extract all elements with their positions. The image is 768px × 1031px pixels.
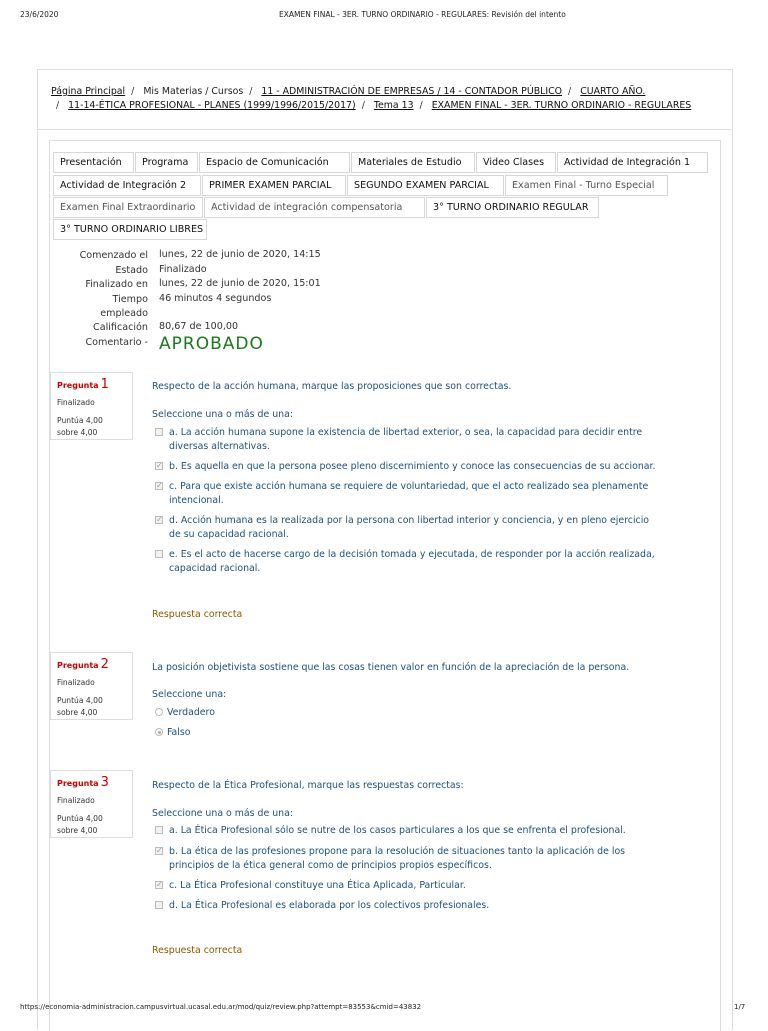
q1-option-a[interactable] [155,426,700,454]
breadcrumb-topic[interactable]: Tema 13 [373,100,414,111]
q3-option-b[interactable] [155,845,700,873]
breadcrumb-subject[interactable]: 11-14-ÉTICA PROFESIONAL - PLANES (1999/1996/2015/2017) [68,100,356,111]
option-text: b. La ética de las profesiones propone para la resolución de situaciones tanto la aplicación de los [169,846,626,857]
tab-3-turno-regular[interactable]: 3° TURNO ORDINARIO REGULAR [426,197,599,218]
checkbox[interactable] [155,550,163,558]
started-value: lunes, 22 de junio de 2020, 14:15 [159,249,321,260]
question-2-info [50,652,133,720]
option-text: d. Acción humana es la realizada por la persona con libertad interior y conciencia, y en pleno ejercicio [169,515,650,526]
checkbox-checked[interactable] [155,516,163,524]
question-1-prompt: Seleccione una o más de una: [152,409,293,420]
question-max: sobre 4,00 [57,826,98,835]
finished-label: Finalizado en [85,279,148,290]
tab-materiales[interactable]: Materiales de Estudio [351,152,475,173]
question-3-info [50,770,133,838]
tab-primer-parcial[interactable]: PRIMER EXAMEN PARCIAL [202,175,346,196]
option-text-cont: capacidad racional. [169,563,261,574]
question-1-feedback: Respuesta correcta [152,609,243,620]
breadcrumb-career[interactable]: 11 - ADMINISTRACIÓN DE EMPRESAS / 14 - CONTADOR PÚBLICO [261,86,563,97]
option-text: c. La Ética Profesional constituye una Ética Aplicada, Particular. [169,880,466,891]
option-text: d. La Ética Profesional es elaborada por los colectivos profesionales. [169,900,490,911]
question-number: 3 [100,775,109,790]
question-label: Pregunta [57,779,99,788]
checkbox[interactable] [155,428,163,436]
checkbox-checked[interactable] [155,482,163,490]
option-text: e. Es el acto de hacerse cargo de la decisión tomada y ejecutada, de responder por la acción realizada, [169,549,655,560]
q2-option-falso[interactable] [155,726,700,740]
question-1-info [50,372,133,440]
question-max: sobre 4,00 [57,428,98,437]
tab-3-turno-libres[interactable]: 3° TURNO ORDINARIO LIBRES [53,219,207,240]
question-2-prompt: Seleccione una: [152,689,227,700]
question-number: 1 [100,377,109,392]
question-3-text: Respecto de la Ética Profesional, marque las respuestas correctas: [152,780,464,791]
q3-option-c[interactable] [155,879,700,893]
time-label-2: empleado [100,308,148,319]
breadcrumb-exam[interactable]: EXAMEN FINAL - 3ER. TURNO ORDINARIO - REGULARES [431,100,692,111]
state-label: Estado [115,265,148,276]
tab-segundo-parcial[interactable]: SEGUNDO EXAMEN PARCIAL [347,175,504,196]
question-status: Finalizado [57,398,95,407]
q1-option-c[interactable] [155,480,700,508]
tab-actividad-1[interactable]: Actividad de Integración 1 [557,152,708,173]
question-status: Finalizado [57,678,95,687]
time-value: 46 minutos 4 segundos [159,293,272,304]
q1-option-e[interactable] [155,548,700,576]
option-text: a. La Ética Profesional sólo se nutre de los casos particulares a los que se enfrenta el profesional. [169,825,626,836]
question-3-prompt: Seleccione una o más de una: [152,808,293,819]
question-points: Puntúa 4,00 [57,814,103,823]
question-2-text: La posición objetivista sostiene que las cosas tienen valor en función de la apreciación de la persona. [152,662,630,673]
tab-final-extraordinario[interactable]: Examen Final Extraordinario [53,197,203,218]
option-text: Falso [167,727,191,738]
option-text: Verdadero [167,707,215,718]
started-label: Comenzado el [79,250,148,261]
question-max: sobre 4,00 [57,708,98,717]
tab-actividad-2[interactable]: Actividad de Integración 2 [53,175,201,196]
tab-final-especial[interactable]: Examen Final - Turno Especial [505,175,668,196]
tab-programa[interactable]: Programa [135,152,198,173]
option-text-cont: de su capacidad racional. [169,529,289,540]
checkbox-checked[interactable] [155,881,163,889]
q1-option-d[interactable] [155,514,700,542]
question-1-text: Respecto de la acción humana, marque las proposiciones que son correctas. [152,381,512,392]
question-3-feedback: Respuesta correcta [152,945,243,956]
breadcrumb: Página Principal / Mis Materias / Cursos / 11 - ADMINISTRACIÓN DE EMPRESAS / 14 - CONTADOR PÚBLICO / CUARTO AÑO. [51,86,646,97]
print-page: 1/7 [734,1003,746,1011]
question-label: Pregunta [57,661,99,670]
q1-option-b[interactable] [155,460,700,474]
option-text: b. Es aquella en que la persona posee pleno discernimiento y conoce las consecuencias de su accionar. [169,461,656,472]
checkbox-checked[interactable] [155,462,163,470]
question-points: Puntúa 4,00 [57,416,103,425]
content-panel [49,140,721,1031]
radio-selected[interactable] [155,728,163,736]
question-status: Finalizado [57,796,95,805]
option-text-cont: intencional. [169,495,224,506]
grade-value: 80,67 de 100,00 [159,321,239,332]
finished-value: lunes, 22 de junio de 2020, 15:01 [159,278,321,289]
option-text: c. Para que existe acción humana se requiere de voluntariedad, que el acto realizado sea plenamente [169,481,649,492]
q3-option-a[interactable] [155,824,700,838]
comment-value: APROBADO [159,334,264,354]
checkbox-checked[interactable] [155,847,163,855]
q2-option-verdadero[interactable] [155,706,700,720]
q3-option-d[interactable] [155,899,700,913]
question-number: 2 [100,657,109,672]
breadcrumb-courses[interactable]: Mis Materias / Cursos [143,86,244,97]
comment-label: Comentario - [85,337,148,348]
tab-espacio-comunicacion[interactable]: Espacio de Comunicación [199,152,350,173]
radio[interactable] [155,708,163,716]
breadcrumb-home[interactable]: Página Principal [51,86,126,97]
tab-integracion-compensatoria[interactable]: Actividad de integración compensatoria [204,197,425,218]
print-url: https://economia-administracion.campusvirtual.ucasal.edu.ar/mod/quiz/review.php?attempt=83553&cmid=43832 [20,1003,422,1011]
breadcrumb-line-2: / 11-14-ÉTICA PROFESIONAL - PLANES (1999/1996/2015/2017) / Tema 13 / EXAMEN FINAL - 3ER. TURNO ORDINARIO - REGULARES [56,100,692,111]
breadcrumb-year[interactable]: CUARTO AÑO. [580,86,646,97]
question-points: Puntúa 4,00 [57,696,103,705]
option-text-cont: diversas alternativas. [169,441,270,452]
tab-presentacion[interactable]: Presentación [53,152,134,173]
grade-label: Calificación [93,322,148,333]
question-label: Pregunta [57,381,99,390]
state-value: Finalizado [159,264,207,275]
option-text-cont: principios de la ética general como de principios propios específicos. [169,860,492,871]
time-label: Tiempo [112,294,148,305]
tab-video-clases[interactable]: Video Clases [476,152,556,173]
checkbox[interactable] [155,901,163,909]
print-title: EXAMEN FINAL - 3ER. TURNO ORDINARIO - REGULARES: Revisión del intento [279,10,566,19]
checkbox[interactable] [155,826,163,834]
option-text: a. La acción humana supone la existencia de libertad exterior, o sea, la capacidad para decidir entre [169,427,643,438]
print-date: 23/6/2020 [20,10,59,19]
